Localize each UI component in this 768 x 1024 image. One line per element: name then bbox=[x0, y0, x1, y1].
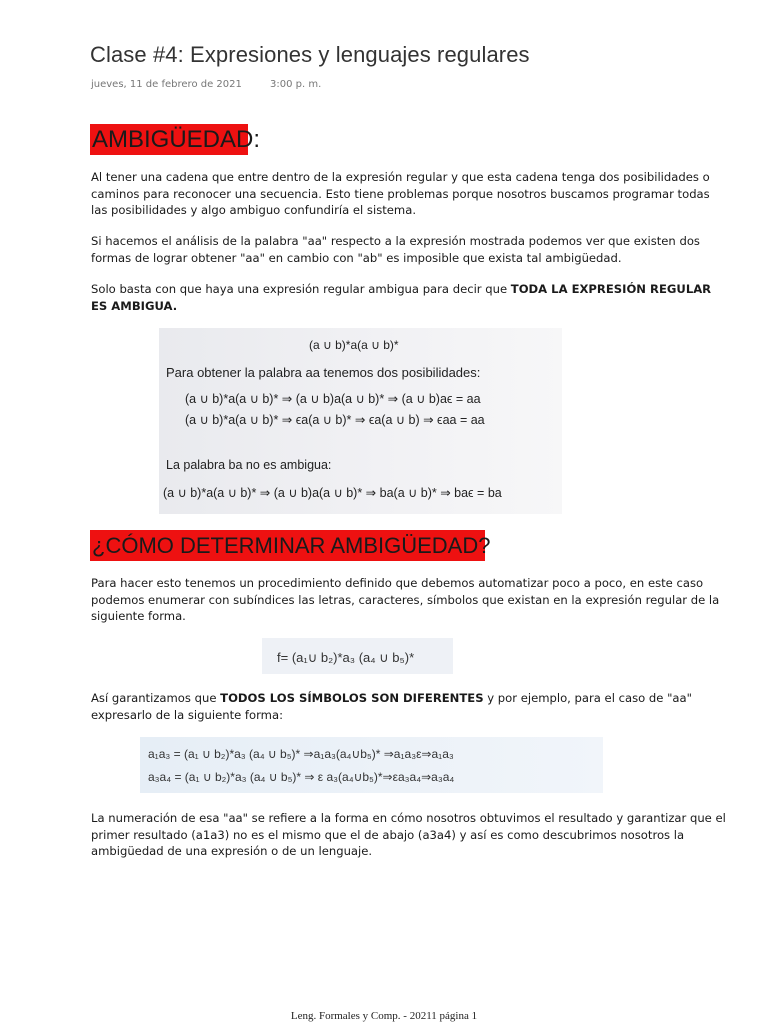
page-date: jueves, 11 de febrero de 2021 bbox=[91, 79, 242, 90]
paragraph: Al tener una cadena que entre dentro de la expresión regular y que esta cadena tenga dos posibilidades o caminos para reconocer una secuencia. Esto tiene problemas porque nosotros buscamos programar todas las posibilidades y algo ambiguo confundiría el sistema. bbox=[91, 170, 710, 217]
formula-line: f= (a₁∪ b₂)*a₃ (a₄ ∪ b₅)* bbox=[277, 650, 415, 665]
paragraph: La numeración de esa "aa" se refiere a la forma en cómo nosotros obtuvimos el resultado y garantizar que el primer resultado (a1a3) no es el mismo que el de abajo (a3a4) y así es como descubrimos nosotros la ambigüedad de una expresión o de un lenguaje. bbox=[91, 811, 726, 858]
paragraph: Para hacer esto tenemos un procedimiento definido que debemos automatizar poco a poco, en este caso podemos enumerar con subíndices las letras, caracteres, símbolos que existan en la expresión regular de la siguiente forma. bbox=[91, 576, 720, 623]
paragraph: Si hacemos el análisis de la palabra "aa" respecto a la expresión mostrada podemos ver que existen dos formas de lograr obtener "aa" en cambio con "ab" es imposible que exista tal ambigüedad. bbox=[91, 234, 700, 265]
paragraph-emphasis: TODA LA EXPRESIÓN REGULAR ES AMBIGUA. bbox=[91, 282, 712, 313]
formula-line: (a ∪ b)*a(a ∪ b)* ⇒ ϵa(a ∪ b)* ⇒ ϵa(a ∪ b) ⇒ ϵaa = aa bbox=[185, 413, 485, 427]
ambiguity-example-image bbox=[159, 328, 562, 514]
page-footer: Leng. Formales y Comp. - 20211 página 1 bbox=[290, 1010, 478, 1022]
paragraph bbox=[91, 281, 726, 314]
paragraph-text: Así garantizamos que bbox=[91, 691, 221, 705]
derivation-image bbox=[140, 737, 603, 793]
section-heading-ambiguedad: AMBIGÜEDAD: bbox=[92, 126, 261, 153]
paragraph-text: Solo basta con que haya una expresión regular ambigua para decir que bbox=[91, 282, 511, 296]
formula-line: a₃a₄ = (a₁ ∪ b₂)*a₃ (a₄ ∪ b₅)* ⇒ ε a₃(a₄∪b₅)*⇒εa₃a₄⇒a₃a₄ bbox=[148, 770, 455, 784]
section-heading-como-determinar: ¿CÓMO DETERMINAR AMBIGÜEDAD? bbox=[90, 530, 485, 561]
formula-line: (a ∪ b)*a(a ∪ b)* ⇒ (a ∪ b)a(a ∪ b)* ⇒ ba(a ∪ b)* ⇒ baϵ = ba bbox=[163, 486, 502, 500]
subscript-expression-image bbox=[262, 638, 453, 674]
page-title: Clase #4: Expresiones y lenguajes regulares bbox=[90, 42, 530, 67]
formula-line: Para obtener la palabra aa tenemos dos posibilidades: bbox=[166, 365, 481, 380]
paragraph-text: y por ejemplo, para el caso de "aa" expresarlo de la siguiente forma: bbox=[91, 691, 692, 722]
paragraph bbox=[91, 690, 726, 723]
paragraph-emphasis: TODOS LOS SÍMBOLOS SON DIFERENTES bbox=[220, 691, 484, 705]
formula-line: (a ∪ b)*a(a ∪ b)* ⇒ (a ∪ b)a(a ∪ b)* ⇒ (a ∪ b)aϵ = aa bbox=[185, 392, 481, 406]
formula-line: (a ∪ b)*a(a ∪ b)* bbox=[309, 338, 399, 352]
formula-line: a₁a₃ = (a₁ ∪ b₂)*a₃ (a₄ ∪ b₅)* ⇒a₁a₃(a₄∪b₅)* ⇒a₁a₃ε⇒a₁a₃ bbox=[148, 747, 454, 761]
page-time: 3:00 p. m. bbox=[270, 79, 322, 90]
formula-line: La palabra ba no es ambigua: bbox=[166, 458, 332, 472]
